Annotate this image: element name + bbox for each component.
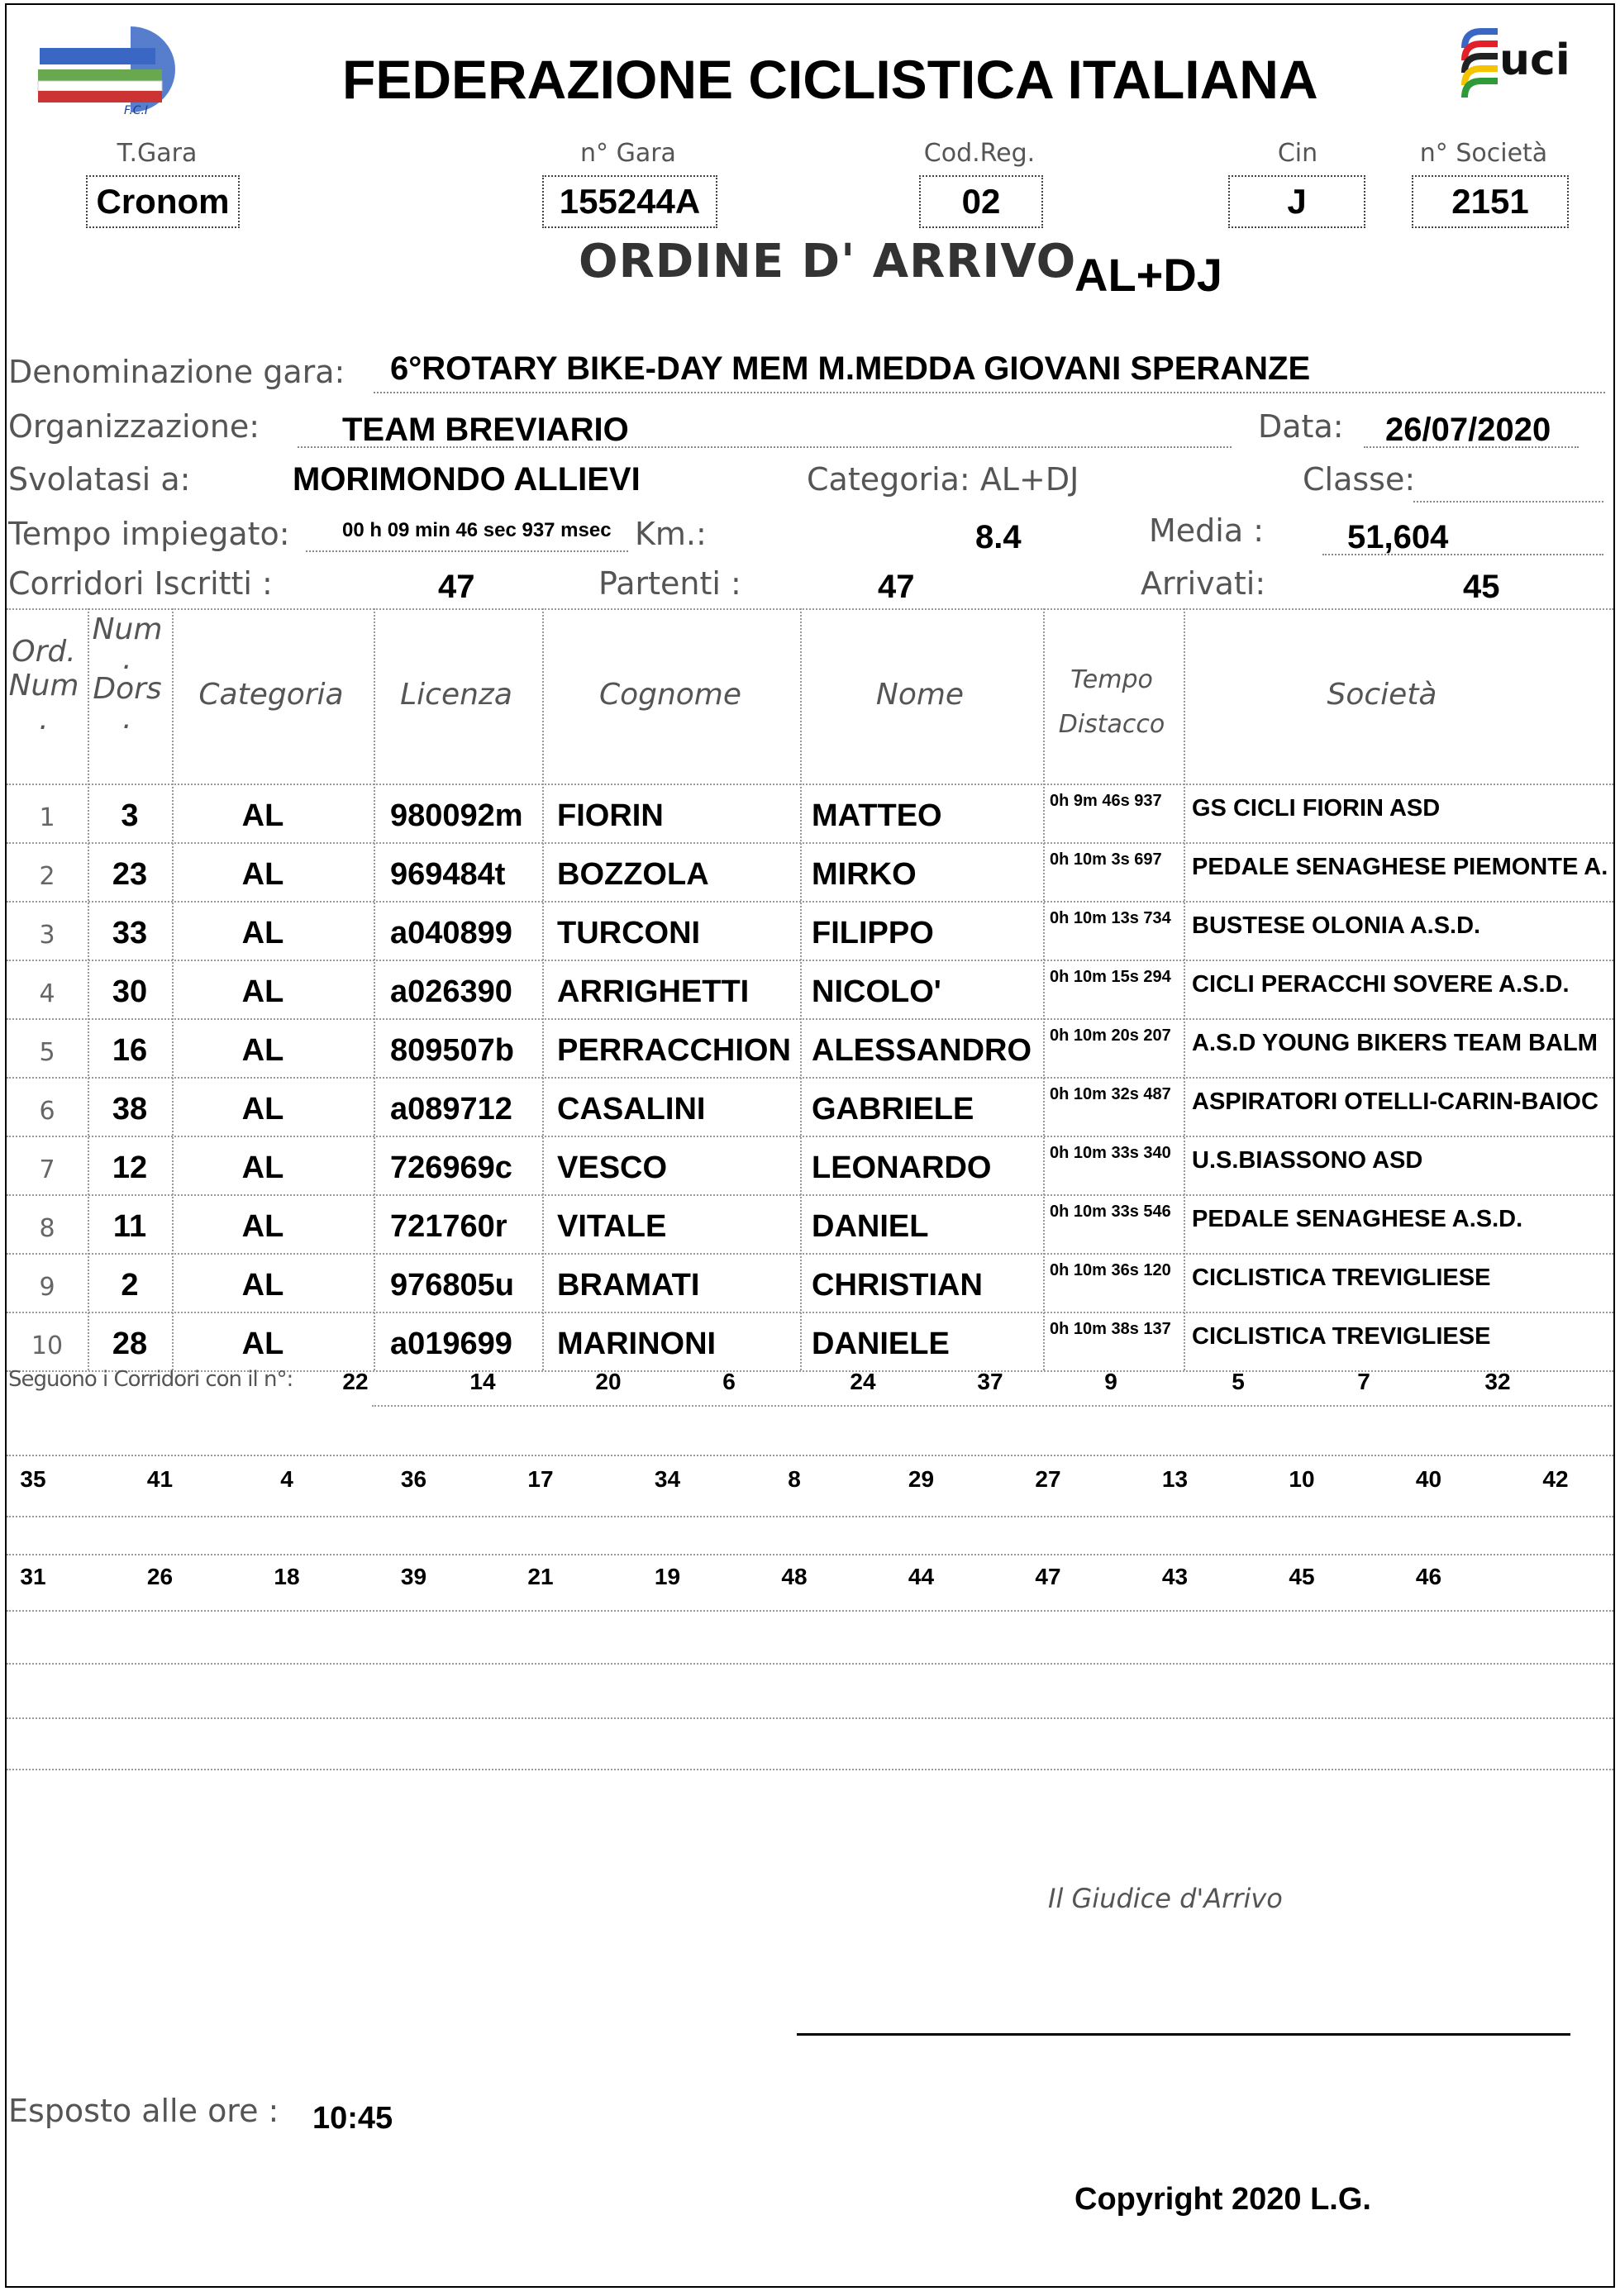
follower-number: 18 xyxy=(274,1564,300,1589)
societa-cell: A.S.D YOUNG BIKERS TEAM BALM xyxy=(1192,1030,1598,1056)
table-row xyxy=(0,1312,1620,1370)
follower-line xyxy=(7,1554,1613,1555)
follower-line xyxy=(372,1405,1612,1407)
arrivati-value: 45 xyxy=(1463,569,1500,605)
follower-number: 32 xyxy=(1484,1369,1511,1394)
follower-line xyxy=(7,1516,1613,1517)
tempo-cell: 0h 9m 46s 937 xyxy=(1050,792,1162,810)
categoria-cell: AL xyxy=(241,1268,284,1303)
num-cell: 23 xyxy=(112,857,148,892)
licenza-cell: a040899 xyxy=(390,916,512,950)
tempo-cell: 0h 10m 32s 487 xyxy=(1050,1085,1171,1103)
fci-logo xyxy=(33,23,198,116)
partenti-label: Partenti : xyxy=(598,565,741,602)
categoria-cell: AL xyxy=(241,1150,284,1185)
tempo-cell: 0h 10m 3s 697 xyxy=(1050,850,1162,869)
licenza-cell: 721760r xyxy=(390,1209,507,1244)
follower-number: 37 xyxy=(977,1369,1003,1394)
societa-cell: CICLISTICA TREVIGLIESE xyxy=(1192,1323,1491,1350)
order-title: ORDINE D' ARRIVO xyxy=(579,235,1077,288)
follower-number: 27 xyxy=(1035,1466,1061,1492)
svolatasi-value: MORIMONDO ALLIEVI xyxy=(293,461,641,498)
cin-label: Cin xyxy=(1277,139,1318,168)
n-gara-field: 155244A xyxy=(542,175,717,228)
signature-line xyxy=(797,2033,1570,2036)
nome-cell: FILIPPO xyxy=(812,916,934,950)
licenza-cell: 976805u xyxy=(390,1268,515,1303)
follower-number: 41 xyxy=(146,1466,174,1492)
denominazione-value: 6°ROTARY BIKE-DAY MEM M.MEDDA GIOVANI SPERANZE xyxy=(390,350,1311,387)
nome-cell: DANIEL xyxy=(812,1209,929,1244)
organizzazione-label: Organizzazione: xyxy=(8,408,260,445)
cognome-cell: TURCONI xyxy=(557,916,701,950)
n-societa-label: n° Società xyxy=(1419,139,1548,168)
num-cell: 16 xyxy=(112,1033,148,1068)
col-tempo-header: Tempo Distacco xyxy=(1058,665,1165,739)
follower-number: 5 xyxy=(1232,1369,1245,1394)
divider xyxy=(1413,501,1603,503)
table-row xyxy=(0,901,1620,960)
table-row xyxy=(0,1194,1620,1253)
licenza-cell: 809507b xyxy=(390,1033,515,1068)
ord-cell: 5 xyxy=(39,1038,55,1067)
tempo-cell: 0h 10m 38s 137 xyxy=(1050,1320,1171,1338)
follower-number: 13 xyxy=(1161,1466,1189,1492)
tempo-cell: 0h 10m 36s 120 xyxy=(1050,1261,1171,1279)
t-gara-field: Cronom xyxy=(86,175,240,228)
table-row xyxy=(0,1253,1620,1312)
uci-logo xyxy=(1448,23,1589,114)
societa-cell: ASPIRATORI OTELLI-CARIN-BAIOC xyxy=(1192,1088,1599,1115)
tempo-cell: 0h 10m 15s 294 xyxy=(1050,968,1171,986)
num-cell: 3 xyxy=(121,798,139,833)
nome-cell: GABRIELE xyxy=(812,1092,974,1127)
n-gara-label: n° Gara xyxy=(580,139,676,168)
cognome-cell: MARINONI xyxy=(557,1327,717,1361)
tempo-cell: 0h 10m 20s 207 xyxy=(1050,1027,1171,1045)
ord-cell: 3 xyxy=(39,921,55,950)
tempo-label: Tempo impiegato: xyxy=(8,516,290,552)
svolatasi-label: Svolatasi a: xyxy=(8,461,191,498)
follower-number: 46 xyxy=(1415,1564,1442,1589)
categoria-label: Categoria: AL+DJ xyxy=(807,461,1079,498)
licenza-cell: 980092m xyxy=(390,798,523,833)
divider xyxy=(298,446,1232,448)
nome-cell: MATTEO xyxy=(812,798,942,833)
nome-cell: DANIELE xyxy=(812,1327,950,1361)
cognome-cell: ARRIGHETTI xyxy=(557,974,750,1009)
categoria-cell: AL xyxy=(241,798,284,833)
nome-cell: ALESSANDRO xyxy=(812,1033,1032,1068)
follower-number: 42 xyxy=(1542,1466,1569,1492)
licenza-cell: a089712 xyxy=(390,1092,512,1127)
follower-number: 19 xyxy=(654,1564,681,1589)
follower-number: 45 xyxy=(1289,1564,1315,1589)
media-value: 51,604 xyxy=(1347,519,1449,555)
data-label: Data: xyxy=(1258,408,1344,445)
col-societa-header: Società xyxy=(1327,678,1437,712)
ord-cell: 2 xyxy=(39,862,55,891)
denominazione-label: Denominazione gara: xyxy=(8,354,345,390)
divider xyxy=(374,392,1605,393)
data-value: 26/07/2020 xyxy=(1385,412,1551,448)
cognome-cell: BOZZOLA xyxy=(557,857,709,892)
table-row xyxy=(0,1018,1620,1077)
cognome-cell: PERRACCHION xyxy=(557,1033,791,1068)
follower-number: 26 xyxy=(146,1564,174,1589)
follower-number: 21 xyxy=(527,1564,554,1589)
follower-number: 47 xyxy=(1035,1564,1061,1589)
societa-cell: PEDALE SENAGHESE A.S.D. xyxy=(1192,1206,1523,1232)
col-nome-header: Nome xyxy=(875,678,965,712)
ord-cell: 8 xyxy=(39,1214,55,1243)
tempo-cell: 0h 10m 33s 340 xyxy=(1050,1144,1171,1162)
follower-number: 48 xyxy=(781,1564,808,1589)
licenza-cell: 726969c xyxy=(390,1150,512,1185)
follower-number: 22 xyxy=(342,1369,369,1394)
copyright: Copyright 2020 L.G. xyxy=(1074,2182,1371,2217)
ord-cell: 4 xyxy=(39,979,55,1008)
num-cell: 30 xyxy=(112,974,148,1009)
follower-line xyxy=(7,1717,1613,1719)
page-title: FEDERAZIONE CICLISTICA ITALIANA xyxy=(342,49,1318,110)
num-cell: 12 xyxy=(112,1150,148,1185)
categoria-cell: AL xyxy=(241,916,284,950)
follower-line xyxy=(7,1663,1613,1665)
num-cell: 28 xyxy=(112,1327,148,1361)
licenza-cell: 969484t xyxy=(390,857,506,892)
categoria-cell: AL xyxy=(241,1327,284,1361)
tempo-cell: 0h 10m 33s 546 xyxy=(1050,1203,1171,1221)
ord-cell: 10 xyxy=(31,1331,64,1360)
table-row xyxy=(0,842,1620,901)
km-value: 8.4 xyxy=(975,519,1022,555)
iscritti-value: 47 xyxy=(438,569,475,605)
nome-cell: MIRKO xyxy=(812,857,917,892)
table-row xyxy=(0,784,1620,842)
table-row xyxy=(0,960,1620,1018)
cod-reg-label: Cod.Reg. xyxy=(923,139,1036,168)
categoria-cell: AL xyxy=(241,1209,284,1244)
follower-number: 39 xyxy=(400,1564,427,1589)
num-cell: 11 xyxy=(112,1209,147,1244)
nome-cell: CHRISTIAN xyxy=(812,1268,983,1303)
col-licenza-header: Licenza xyxy=(400,678,512,712)
follower-number: 24 xyxy=(850,1369,876,1394)
ord-cell: 7 xyxy=(39,1155,55,1184)
esposto-value: 10:45 xyxy=(312,2101,393,2136)
follower-number: 14 xyxy=(469,1369,496,1394)
cognome-cell: FIORIN xyxy=(557,798,664,833)
esposto-label: Esposto alle ore : xyxy=(8,2093,279,2129)
cod-reg-field: 02 xyxy=(919,175,1043,228)
km-label: Km.: xyxy=(635,516,707,552)
col-ord-header: Ord. Num . xyxy=(8,635,79,736)
societa-cell: PEDALE SENAGHESE PIEMONTE A. xyxy=(1192,854,1608,880)
categoria-cell: AL xyxy=(241,1092,284,1127)
col-categoria-header: Categoria xyxy=(198,678,344,712)
iscritti-label: Corridori Iscritti : xyxy=(8,565,273,602)
follower-line xyxy=(7,1769,1613,1770)
follower-number: 10 xyxy=(1289,1466,1315,1492)
follower-number: 8 xyxy=(788,1466,801,1492)
societa-cell: CICLISTICA TREVIGLIESE xyxy=(1192,1265,1491,1291)
categoria-cell: AL xyxy=(241,1033,284,1068)
societa-cell: CICLI PERACCHI SOVERE A.S.D. xyxy=(1192,971,1570,998)
table-top-border xyxy=(7,608,1613,610)
follower-number: 40 xyxy=(1415,1466,1442,1492)
follower-number: 43 xyxy=(1161,1564,1189,1589)
svg-text:uci: uci xyxy=(1499,36,1570,85)
svg-text:F.C.I: F.C.I xyxy=(124,104,149,116)
follower-number: 36 xyxy=(400,1466,427,1492)
ord-cell: 1 xyxy=(39,803,55,832)
societa-cell: BUSTESE OLONIA A.S.D. xyxy=(1192,912,1481,939)
societa-cell: GS CICLI FIORIN ASD xyxy=(1192,795,1441,822)
follower-line xyxy=(7,1455,1613,1456)
giudice-label: Il Giudice d'Arrivo xyxy=(1048,1883,1283,1914)
follower-number: 20 xyxy=(595,1369,622,1394)
n-societa-field: 2151 xyxy=(1412,175,1569,228)
num-cell: 2 xyxy=(121,1268,139,1303)
num-cell: 33 xyxy=(112,916,148,950)
follower-number: 34 xyxy=(654,1466,681,1492)
divider xyxy=(1322,554,1603,555)
ord-cell: 9 xyxy=(39,1273,55,1302)
cognome-cell: VESCO xyxy=(557,1150,668,1185)
follower-number: 29 xyxy=(908,1466,935,1492)
follower-number: 6 xyxy=(722,1369,736,1394)
licenza-cell: a026390 xyxy=(390,974,512,1009)
follower-number: 17 xyxy=(527,1466,554,1492)
follower-number: 31 xyxy=(20,1564,46,1589)
nome-cell: NICOLO' xyxy=(812,974,941,1009)
follower-number: 35 xyxy=(20,1466,46,1492)
partenti-value: 47 xyxy=(878,569,915,605)
cognome-cell: BRAMATI xyxy=(557,1268,700,1303)
follower-number: 9 xyxy=(1104,1369,1117,1394)
table-row xyxy=(0,1136,1620,1194)
categoria-cell: AL xyxy=(241,974,284,1009)
cin-field: J xyxy=(1228,175,1365,228)
order-category: AL+DJ xyxy=(1074,249,1222,301)
num-cell: 38 xyxy=(112,1092,148,1127)
follower-line xyxy=(7,1610,1613,1612)
media-label: Media : xyxy=(1149,512,1265,549)
cognome-cell: CASALINI xyxy=(557,1092,706,1127)
t-gara-label: T.Gara xyxy=(117,139,198,168)
ord-cell: 6 xyxy=(39,1097,55,1126)
col-cognome-header: Cognome xyxy=(598,678,742,712)
tempo-value: 00 h 09 min 46 sec 937 msec xyxy=(342,519,612,541)
follower-number: 4 xyxy=(280,1466,293,1492)
table-row xyxy=(0,1077,1620,1136)
categoria-cell: AL xyxy=(241,857,284,892)
col-num-header: Num . Dors . xyxy=(92,612,163,736)
classe-label: Classe: xyxy=(1303,461,1416,498)
organizzazione-value: TEAM BREVIARIO xyxy=(342,412,629,448)
follower-number: 44 xyxy=(908,1564,935,1589)
follower-number: 7 xyxy=(1357,1369,1370,1394)
divider xyxy=(1364,446,1579,448)
tempo-cell: 0h 10m 13s 734 xyxy=(1050,909,1171,927)
nome-cell: LEONARDO xyxy=(812,1150,992,1185)
cognome-cell: VITALE xyxy=(557,1209,667,1244)
divider xyxy=(306,550,628,552)
arrivati-label: Arrivati: xyxy=(1141,565,1266,602)
licenza-cell: a019699 xyxy=(390,1327,512,1361)
societa-cell: U.S.BIASSONO ASD xyxy=(1192,1147,1423,1174)
followers-label: Seguono i Corridori con il n°: xyxy=(8,1367,293,1392)
